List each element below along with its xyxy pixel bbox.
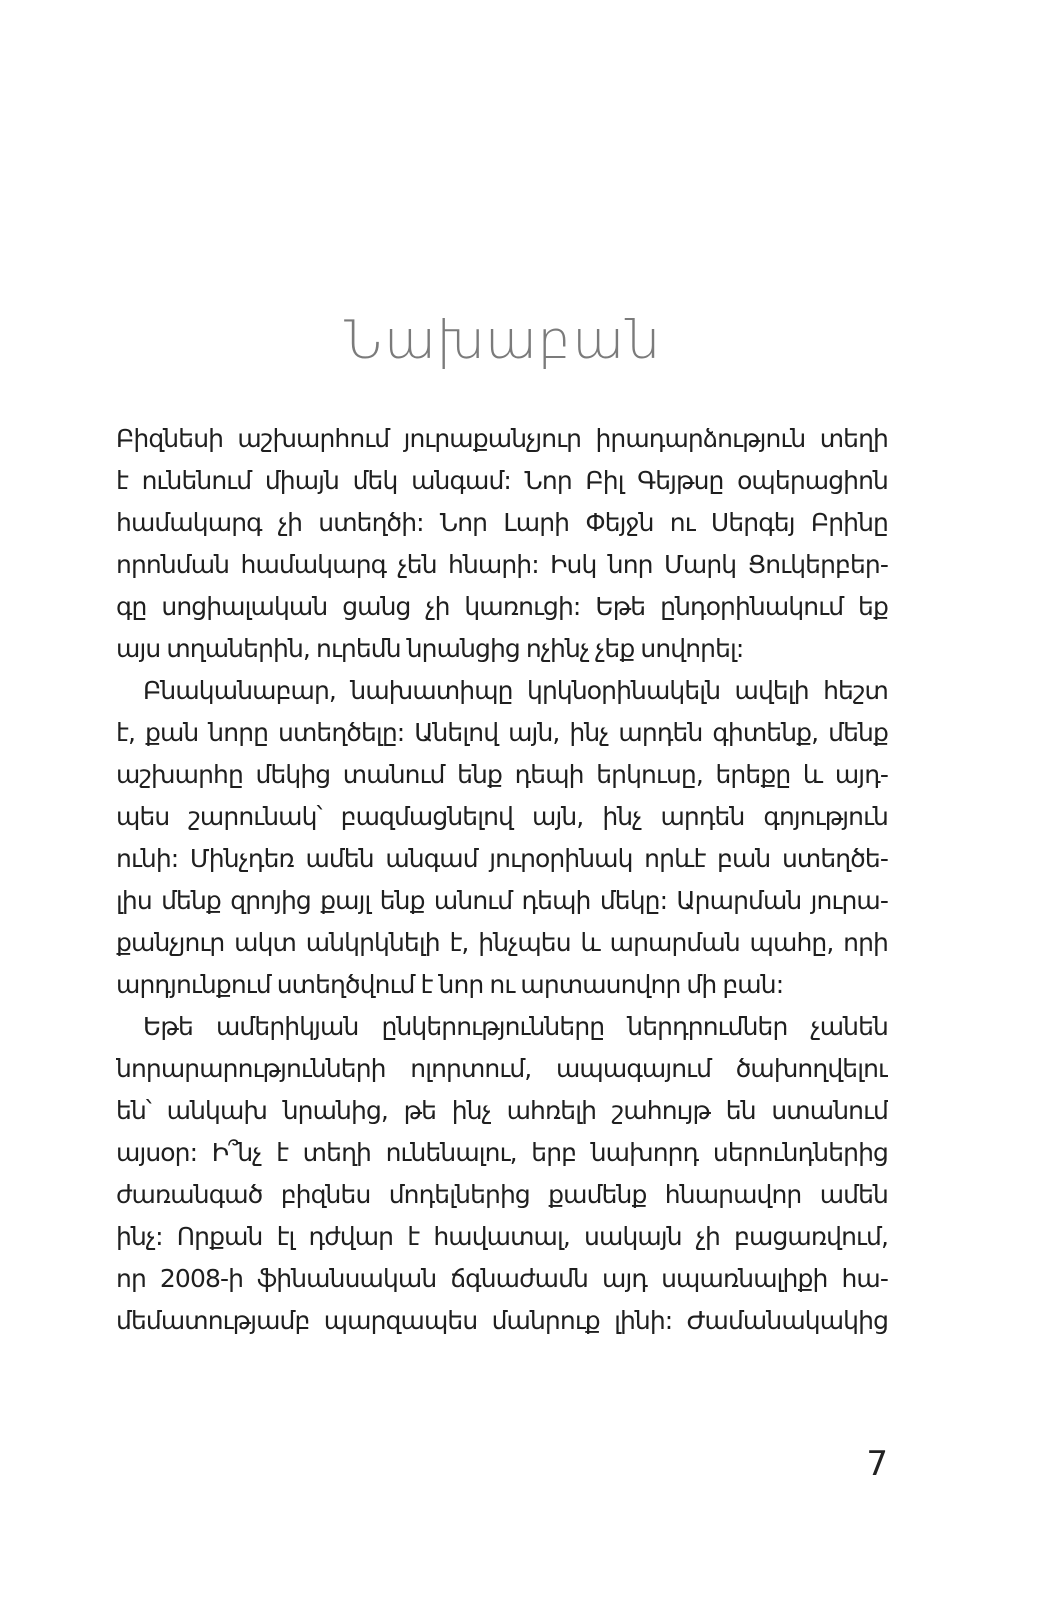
page-number: 7 — [866, 1444, 888, 1484]
text-line: են՝ անկախ նրանից, թե ինչ ահռելի շահույթ են ստանում — [116, 1096, 888, 1125]
text-line: համակարգ չի ստեղծի: Նոր Լարի Փեյջն ու Սերգեյ Բրինը — [116, 508, 888, 537]
text-line: է, քան նորը ստեղծելը: Անելով այն, ինչ արդեն գիտենք, մենք — [116, 718, 888, 747]
text-line: նորարարությունների ոլորտում, ապագայում ծախողվելու — [116, 1054, 888, 1083]
text-line: գը սոցիալական ցանց չի կառուցի: Եթե ընդօրինակում եք — [116, 592, 888, 621]
text-line: Եթե ամերիկյան ընկերությունները ներդրումներ չանեն — [143, 1012, 888, 1041]
body-text — [116, 418, 888, 1342]
text-line: քանչյուր ակտ անկրկնելի է, ինչպես և արարման պահը, որի — [116, 928, 888, 957]
text-line: աշխարհը մեկից տանում ենք դեպի երկուսը, երեքը և այդ- — [116, 760, 888, 789]
text-line: է ունենում միայն մեկ անգամ: Նոր Բիլ Գեյթսը օպերացիոն — [116, 466, 888, 495]
text-line: որոնման համակարգ չեն հնարի: Իսկ նոր Մարկ Ցուկերբեր- — [116, 550, 888, 579]
text-line: որ 2008-ի ֆինանսական ճգնաժամն այդ սպառնալիքի հա- — [116, 1264, 888, 1293]
text-line: ինչ: Որքան էլ դժվար է հավատալ, սակայն չի բացառվում, — [116, 1222, 888, 1251]
text-line: պես շարունակ՝ բազմացնելով այն, ինչ արդեն գոյություն — [116, 802, 888, 831]
text-line: մեմատությամբ պարզապես մանրուք լինի: Ժամանակակից — [116, 1306, 888, 1335]
text-line: արդյունքում ստեղծվում է նոր ու արտասովոր մի բան: — [116, 970, 784, 999]
text-line: Բնականաբար, նախատիպը կրկնօրինակելն ավելի հեշտ — [143, 676, 888, 705]
text-line: Բիզնեսի աշխարհում յուրաքանչյուր իրադարձություն տեղի — [116, 424, 888, 453]
page-title: Նախաբան — [342, 310, 662, 371]
text-line: այսօր: Ի՞նչ է տեղի ունենալու, երբ նախորդ սերունդներից — [116, 1138, 888, 1167]
text-line: լիս մենք զրոյից քայլ ենք անում դեպի մեկը: Արարման յուրա- — [116, 886, 888, 915]
text-line: ունի: Մինչդեռ ամեն անգամ յուրօրինակ որևէ բան ստեղծե- — [116, 844, 888, 873]
text-line: ժառանգած բիզնես մոդելներից քամենք հնարավոր ամեն — [116, 1180, 888, 1209]
text-line: այս տղաներին, ուրեմն նրանցից ոչինչ չեք սովորել: — [116, 634, 744, 663]
